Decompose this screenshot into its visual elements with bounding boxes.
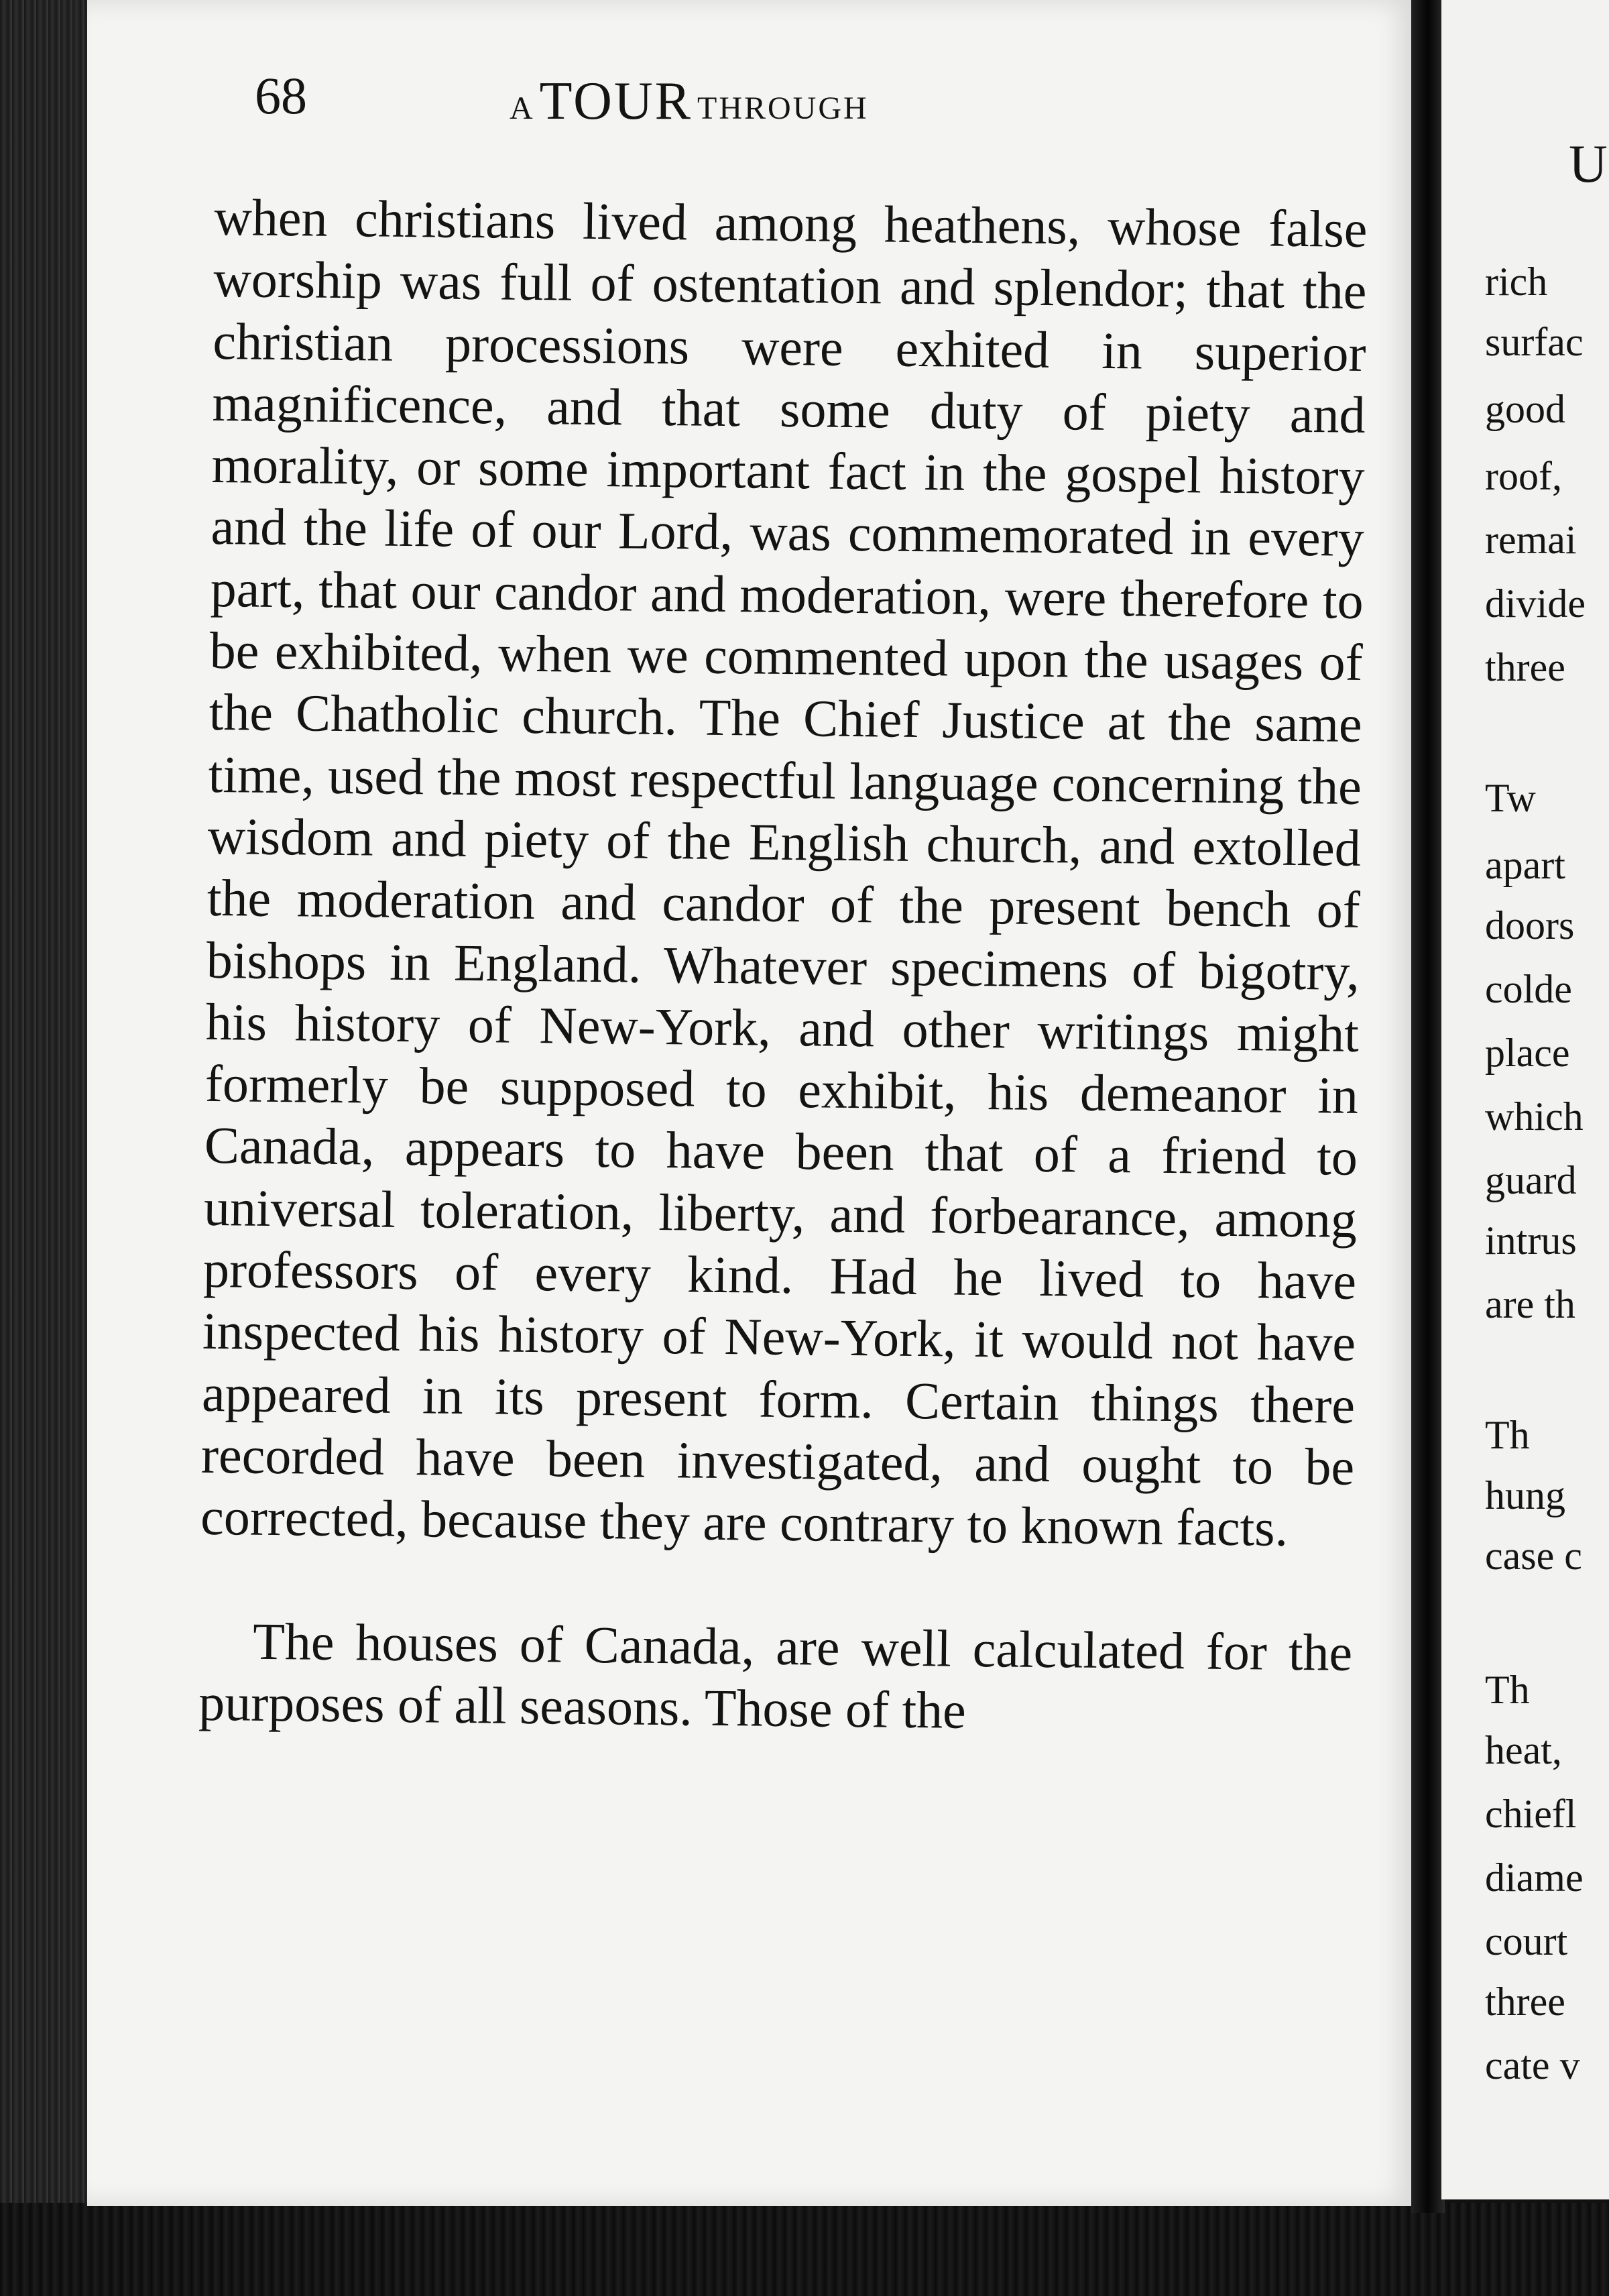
right-line-fragment: court [1485, 1919, 1568, 1963]
running-title-rest: THROUGH [697, 91, 869, 126]
paragraph: when christians lived among heathens, whose false worship was full of ostentation and splendor; that the christian processions were exhited in superior magnificence, and that some duty of piety and morality, or some important fact in the gospel history and the life of our Lord, was commemorated in every part, that our candor and moderation, were therefore to be exhibited, when we commented upon the usages of the Chatholic church. The Chief Justice at the same time, used the most respectful language concerning the wisdom and piety of the English church, and extolled the moderation and candor of the present bench of bishops in England. Whatever specimens of bigotry, his history of New-York, and other writings might formerly be supposed to exhibit, his demeanor in Canada, appears to have been that of a friend to universal toleration, liberty, and forbearance, among professors of every kind. Had he lived to have inspected his history of New-York, it would not have appeared in its present form. Certain things there recorded have been investigated, and ought to be corrected, because they are contrary to known facts. [200, 187, 1368, 1558]
book-gutter [1411, 0, 1445, 2213]
right-line-fragment: Tw [1485, 776, 1536, 820]
right-line-fragment: good [1485, 387, 1565, 431]
right-line-fragment: Th [1485, 1668, 1530, 1712]
body-text [198, 186, 1368, 1745]
page-number: 68 [255, 66, 307, 125]
right-line-fragment: intrus [1485, 1218, 1577, 1263]
right-line-fragment: remai [1485, 518, 1577, 562]
right-line-fragment: roof, [1485, 454, 1562, 498]
running-title-main: TOUR [539, 72, 693, 131]
right-line-fragment: heat, [1485, 1728, 1562, 1772]
right-line-fragment: three [1485, 645, 1565, 689]
book-edge [0, 0, 101, 2296]
right-line-fragment: Th [1485, 1413, 1530, 1457]
right-line-fragment: case c [1485, 1534, 1582, 1578]
right-line-fragment: surfac [1485, 320, 1584, 364]
running-title-article: A [510, 91, 535, 126]
right-line-fragment: apart [1485, 843, 1565, 887]
right-line-fragment: which [1485, 1094, 1584, 1139]
right-line-fragment: diame [1485, 1855, 1584, 1900]
right-line-fragment: cate v [1485, 2043, 1580, 2087]
right-line-fragment: are th [1485, 1282, 1575, 1326]
right-line-fragment: rich [1485, 260, 1548, 304]
right-line-fragment: divide [1485, 581, 1586, 626]
book-bottom-edge [0, 2203, 1609, 2296]
paragraph: The houses of Canada, are well calculated for the purposes of all seasons. Those of the [198, 1611, 1353, 1739]
right-line-fragment: chiefl [1485, 1792, 1577, 1836]
right-line-fragment: place [1485, 1031, 1570, 1075]
right-running-head-fragment: U [1569, 135, 1608, 194]
right-line-fragment: guard [1485, 1158, 1577, 1202]
right-line-fragment: hung [1485, 1473, 1565, 1517]
running-head [255, 59, 1126, 133]
right-line-fragment: three [1485, 1979, 1565, 2024]
right-line-fragment: colde [1485, 967, 1572, 1011]
running-title [510, 71, 869, 132]
right-line-fragment: doors [1485, 903, 1575, 948]
